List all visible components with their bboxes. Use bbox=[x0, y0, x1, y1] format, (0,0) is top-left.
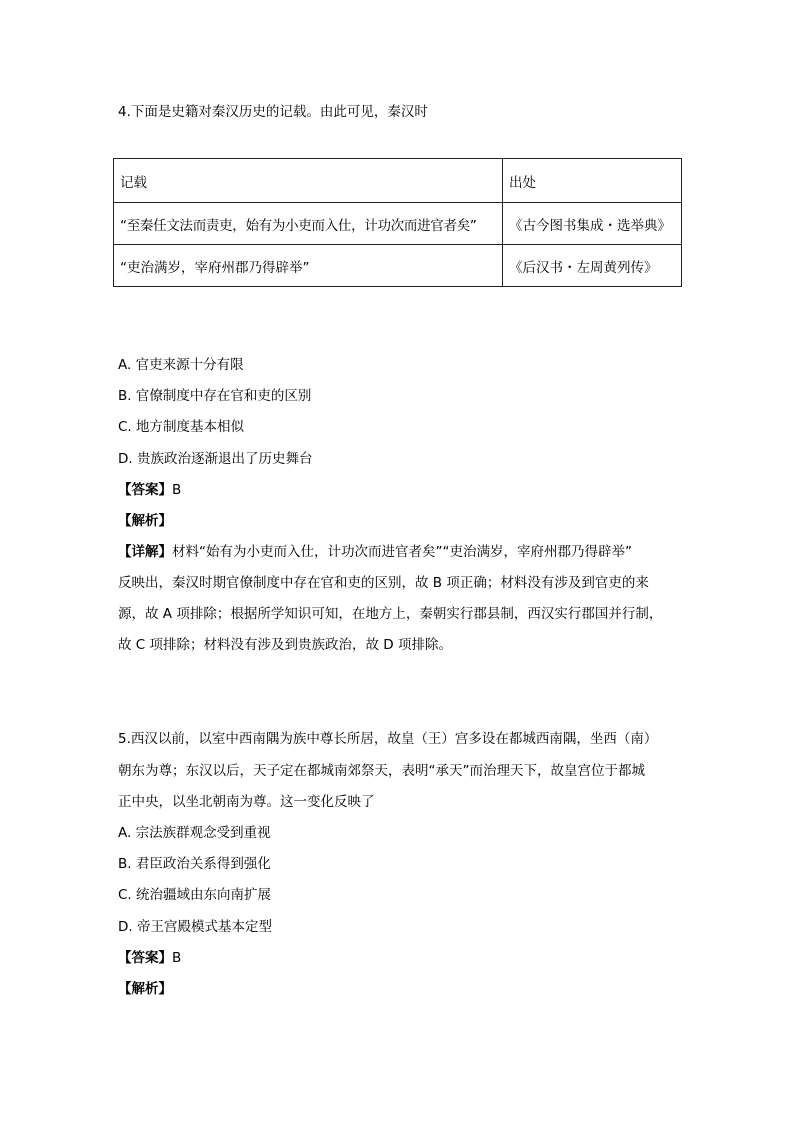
table-header-source: 出处 bbox=[503, 159, 682, 203]
answer-value: B bbox=[172, 950, 182, 966]
q5-option-c: C. 统治疆域由东向南扩展 bbox=[118, 887, 272, 903]
question-4-stem: 4.下面是史籍对秦汉历史的记载。由此可见，秦汉时 bbox=[118, 104, 428, 120]
q5-answer bbox=[118, 949, 181, 967]
q5-option-d: D. 帝王宫殿模式基本定型 bbox=[118, 919, 272, 935]
answer-label: 【答案】 bbox=[118, 482, 172, 498]
table-cell-record: “至秦任文法而责吏，始有为小吏而入仕，计功次而进官者矣” bbox=[114, 203, 503, 245]
q4-option-a: A. 官吏来源十分有限 bbox=[118, 357, 244, 373]
question-5-stem-line-2: 朝东为尊；东汉以后，天子定在都城南郊祭天，表明“承天”而治理天下，故皇宫位于都城 bbox=[118, 763, 645, 779]
q5-option-a: A. 宗法族群观念受到重视 bbox=[118, 825, 271, 841]
question-5-stem-line-1: 5.西汉以前，以室中西南隅为族中尊长所居，故皇（王）宫多设在都城西南隅，坐西（南） bbox=[118, 731, 658, 747]
q4-detail-line-1 bbox=[118, 543, 632, 561]
q4-option-d: D. 贵族政治逐渐退出了历史舞台 bbox=[118, 451, 313, 467]
table-row bbox=[114, 203, 682, 245]
table-cell-source: 《古今图书集成・选举典》 bbox=[503, 203, 682, 245]
answer-value: B bbox=[172, 482, 182, 498]
detail-label: 【详解】 bbox=[118, 544, 172, 560]
q4-analysis-label: 【解析】 bbox=[118, 513, 172, 529]
detail-text: 材料“始有为小吏而入仕，计功次而进官者矣”“吏治满岁，宰府州郡乃得辟举” bbox=[172, 544, 632, 560]
q5-analysis-label: 【解析】 bbox=[118, 981, 172, 997]
q4-detail-line-4: 故 C 项排除；材料没有涉及到贵族政治，故 D 项排除。 bbox=[118, 637, 452, 653]
table-cell-record: “吏治满岁，宰府州郡乃得辟举” bbox=[114, 245, 503, 287]
q4-option-c: C. 地方制度基本相似 bbox=[118, 419, 245, 435]
q4-detail-line-3: 源，故 A 项排除；根据所学知识可知，在地方上，秦朝实行郡县制，西汉实行郡国并行制， bbox=[118, 606, 663, 622]
q5-option-b: B. 君臣政治关系得到强化 bbox=[118, 856, 271, 872]
q4-answer bbox=[118, 481, 181, 499]
question-5-stem-line-3: 正中央，以坐北朝南为尊。这一变化反映了 bbox=[118, 794, 375, 810]
table-row bbox=[114, 245, 682, 287]
table-header-record: 记载 bbox=[114, 159, 503, 203]
q4-detail-line-2: 反映出，秦汉时期官僚制度中存在官和吏的区别，故 B 项正确；材料没有涉及到官吏的来 bbox=[118, 575, 649, 591]
records-table bbox=[113, 158, 682, 287]
table-header-row bbox=[114, 159, 682, 203]
table-cell-source: 《后汉书・左周黄列传》 bbox=[503, 245, 682, 287]
q4-option-b: B. 官僚制度中存在官和吏的区别 bbox=[118, 388, 312, 404]
answer-label: 【答案】 bbox=[118, 950, 172, 966]
